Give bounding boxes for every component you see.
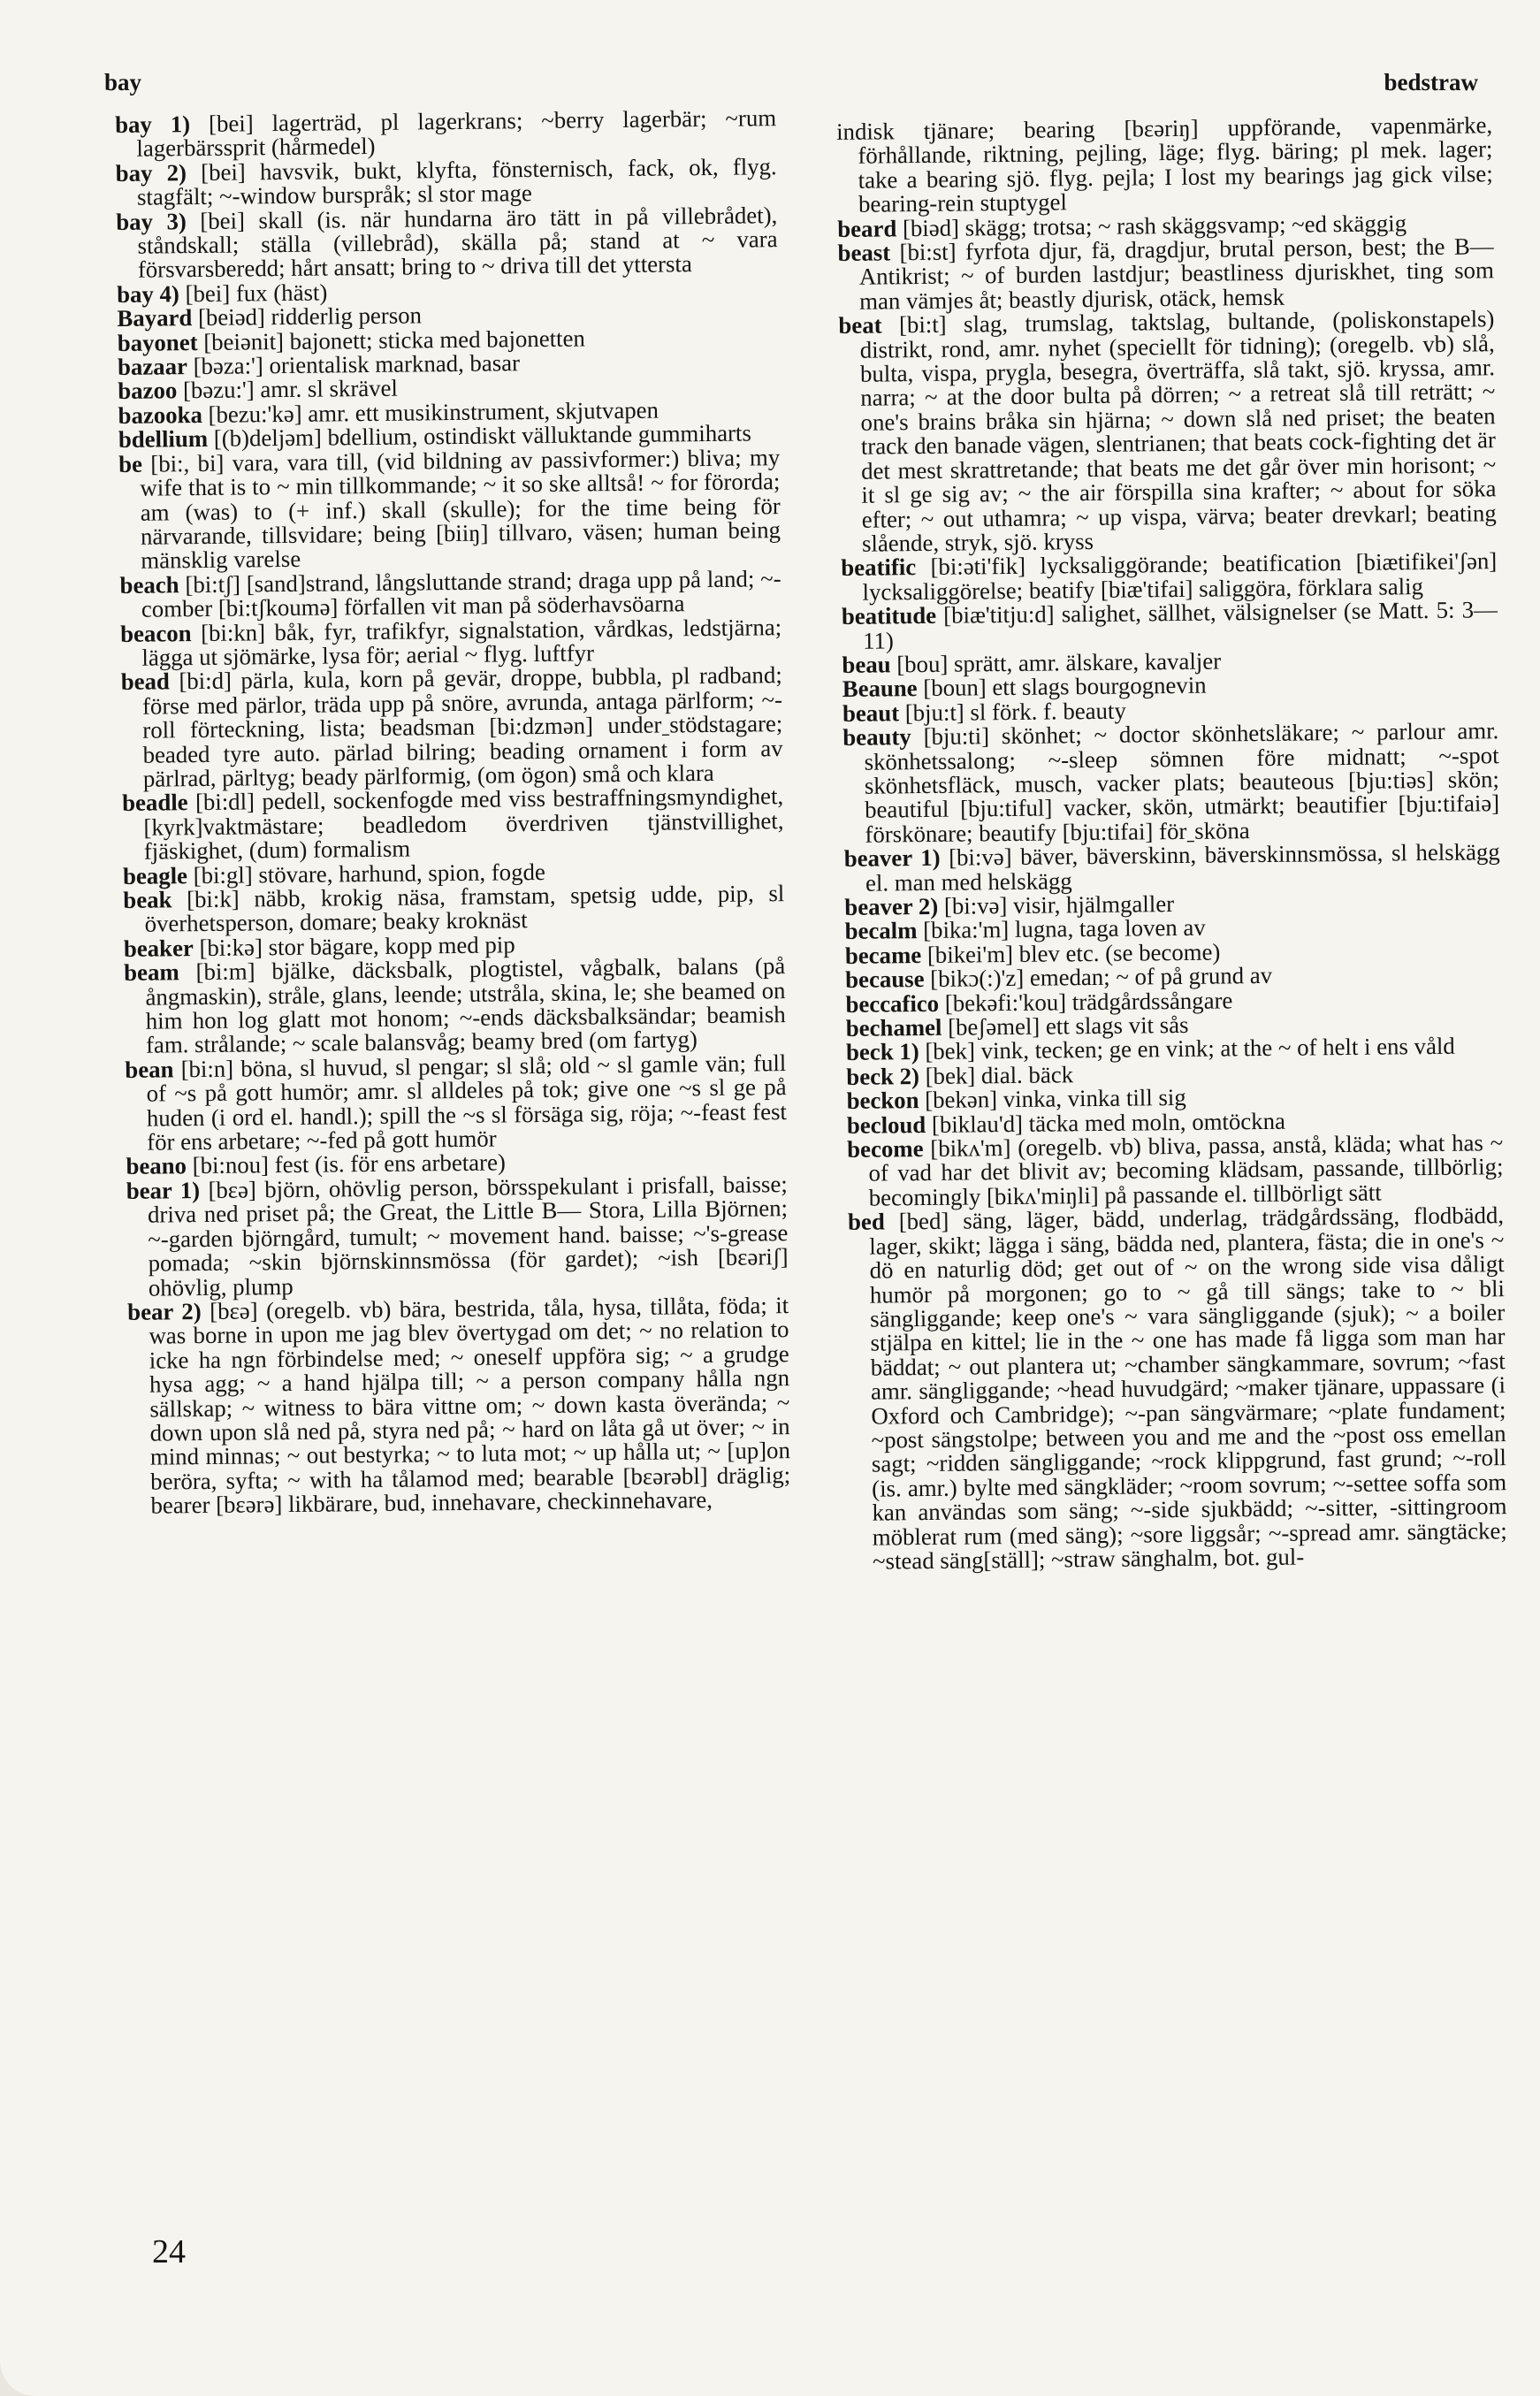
entry-headword: bed — [847, 1208, 885, 1236]
dictionary-entry — [116, 203, 778, 283]
entry-headword: becalm — [844, 917, 918, 945]
entry-headword: beatitude — [841, 601, 937, 630]
right-guide-word: bedstraw — [1384, 69, 1478, 95]
entry-headword: beaut — [842, 699, 900, 727]
entry-headword: beaver 2) — [844, 892, 939, 920]
dictionary-entry — [118, 443, 781, 575]
entry-definition: [bi:əti'fik] lycksaliggörande; beatification [biætifikei'ʃən] lycksaliggörelse; beatify [biæ'tifai] saliggöra, förklara salig — [862, 547, 1498, 606]
entry-headword: beacon — [120, 619, 192, 647]
entry-definition: [bei] fux (häst) — [185, 279, 328, 308]
entry-definition: [(b)deljəm] bdellium, ostindiskt välluktande gummiharts — [213, 419, 752, 453]
dictionary-entry — [123, 881, 785, 937]
entry-headword: bazoo — [118, 377, 178, 405]
dictionary-entry — [844, 840, 1501, 896]
left-guide-word: bay — [104, 69, 142, 95]
entry-definition: [bi:m] bjälke, däcksbalk, plogtistel, vågbalk, balans (på ångmaskin), stråle, glans, leende; utstråla, skina, le; she beamed on him hon log glatt mot honom; ~-ends däcksbalksändar; beamish fam. strålande; ~ scale balansvåg; beamy bred (om fartyg) — [145, 952, 786, 1059]
entry-definition: [bi:d] pärla, kula, korn på gevär, droppe, bubbla, pl radband; förse med pärlor, träda upp på snöre, avrunda, antaga pärlform; ~-roll förteckning, lista; beadsman [bi:dzmən] underˍstödstagare; beaded tyre auto. pärlad bilring; beading ornament i form av pärlrad, pärltyg; beady pärlformig, (om ögon) små och klara — [141, 661, 783, 792]
entry-headword: beaker — [123, 934, 194, 962]
entry-headword: beak — [123, 886, 172, 913]
entry-headword: Bayard — [117, 304, 193, 332]
entry-headword: beagle — [122, 861, 188, 889]
entry-definition: [bek] vink, tecken; ge en vink; at the ~ of helt i ens våld — [925, 1033, 1455, 1065]
entry-headword: beaver 1) — [843, 844, 941, 873]
entry-headword: bead — [120, 668, 171, 696]
left-column — [115, 106, 791, 1518]
entry-headword: bear 2) — [127, 1297, 202, 1325]
entry-headword: bay 4) — [116, 280, 180, 308]
dictionary-entry — [124, 954, 786, 1057]
entry-definition: [bi:st] fyrfota djur, fä, dragdjur, brutal person, best; the B— Antikrist; ~ of burden lastdjur; beastliness djuriskhet, ting som man vämjes åt; beastly djurisk, otäck, hemsk — [858, 233, 1494, 315]
entry-definition: [beʃəmel] ett slags vit sås — [947, 1011, 1189, 1041]
entry-headword: beam — [124, 958, 179, 987]
entry-headword: becloud — [846, 1110, 926, 1139]
entry-definition: [bikʌ'm] (oregelb. vb) bliva, passa, anstå, kläda; what has ~ of vad har det blivit av; becoming klädsam, passande, tillbörlig; becomingly [bikʌ'miŋli] på passande el. tillbörligt sätt — [868, 1129, 1504, 1211]
dictionary-entry — [836, 113, 1493, 217]
entry-definition: indisk tjänare; bearing [bɛəriŋ] uppförande, vapenmärke, förhållande, riktning, pejling, läge; flyg. bäring; pl mek. lager; take a bearing sjö. flyg. pejla; I lost my bearings jag gick vilse; bearing-rein stuptygel — [835, 111, 1493, 217]
entry-definition: [beiənit] bajonett; sticka med bajonetten — [203, 324, 585, 355]
entry-definition: [bekəfi:'kou] trädgårdssångare — [944, 986, 1233, 1017]
entry-definition: [bi:dl] pedell, sockenfogde med viss bestraffningsmyndighet, [kyrk]vaktmästare; beadledom överdriven tjänstvillighet, fjäskighet, (dum) formalism — [143, 782, 784, 865]
entry-headword: bay 2) — [115, 158, 187, 187]
dictionary-entry — [127, 1293, 791, 1518]
entry-definition: [bju:t] sl förk. f. beauty — [904, 697, 1126, 726]
entry-definition: [bi:tʃ] [sand]strand, långsluttande strand; draga upp på land; ~-comber [bi:tʃkoumə] förfallen vit man på söderhavsöarna — [141, 564, 781, 622]
entry-headword: bay 1) — [114, 111, 191, 138]
dictionary-entry — [837, 234, 1494, 314]
entry-headword: beck 1) — [845, 1038, 919, 1066]
entry-definition: [bed] säng, läger, bädd, underlag, trädgårdssäng, flodbädd, lager, skikt; lägga i säng, bädda ned, plantera, fästa; die in one's ~ dö en naturlig död; get out of ~ on the wrong side visa dåligt humör på morgonen; go to ~ gå till sängs; take to ~ bli sängliggande; keep one's ~ vara sängliggande (sjuk); ~ a boiler stjälpa en kittel; lie in the ~ one has made få ligga som man har bäddat; ~ out plantera ut; ~chamber sängkammare, sovrum; ~fast amr. sängliggande; ~head huvudgärd; ~maker tjänare, uppassare (i Oxford och Cambridge); ~-pan sängvärmare; ~plate fundament; ~post sängstolpe; between you and me and the ~post oss emellan sagt; ~ridden sängliggande; ~rock klippgrund, fast grund; ~-roll (is. amr.) bylte med sängkläder; ~room sovrum; ~-settee soffa som kan användas som säng; ~-side sjukbädd; ~-sitter, -sittingroom möblerat rum (med säng); ~sore liggsår; ~-spread amr. sängtäcke; ~stead säng[ställ]; ~straw sänghalm, bot. gul- — [869, 1202, 1507, 1575]
entry-definition: [bek] dial. bäck — [925, 1061, 1074, 1089]
entry-headword: Beaune — [842, 675, 918, 703]
entry-headword: bean — [125, 1056, 174, 1083]
entry-definition: [biəd] skägg; trotsa; ~ rash skäggsvamp; ~ed skäggig — [902, 209, 1407, 241]
entry-headword: bazaar — [117, 353, 188, 381]
entry-headword: beatific — [841, 553, 917, 582]
entry-definition: [bɛə] björn, ohövlig person, börsspekulant i prisfall, baisse; driva ned priset på; the Great, the Little B— Stora, Lilla Björnen; ~-garden björngård, tumult; ~ movement hand. baisse; ~'s-grease pomada; ~skin björnskinnsmössa (för gardet); ~ish [bɛəriʃ] ohövlig, plump — [147, 1170, 789, 1301]
entry-definition: [beiəd] ridderlig person — [197, 301, 423, 332]
entry-headword: bear 1) — [126, 1176, 201, 1204]
entry-definition: [bekən] vinka, vinka till sig — [925, 1084, 1186, 1114]
entry-definition: [bi:, bi] vara, vara till, (vid bildning av passivformer:) bliva; my wife that is to ~ min tillkommande; ~ it so ske alltså! ~ for förorda; am (was) to (+ inf.) skall (skulle); for the time being för närvarande, tillsvidare; being [biiŋ] tillvaro, väsen; human being mänsklig varelse — [140, 443, 781, 575]
entry-definition: [bi:n] böna, sl huvud, sl pengar; sl slå; old ~ sl gamle vän; full of ~s på gott humör; amr. sl alldeles på tok; give one ~s sl ge på huden (i ord el. handl.); spill the ~s sl försäga sig, röja; ~-feast fest för ens arbetare; ~-fed på gott humör — [146, 1049, 788, 1156]
dictionary-entry — [848, 1203, 1507, 1574]
entry-headword: beach — [119, 570, 179, 599]
entry-headword: beau — [842, 651, 891, 678]
dictionary-entry — [121, 663, 783, 791]
entry-definition: [bju:ti] skönhet; ~ doctor skönhetsläkare; ~ parlour amr. skönhetssalong; ~-sleep sömnen före midnatt; ~-spot skönhetsfläck, musch, vacker plats; beauteous [bju:tiəs] skön; beautiful [bju:tiful] vacker, skön, utmärkt; beautifier [bju:tifaiə] förskönare; beautify [bju:tifai] förˍsköna — [864, 717, 1500, 848]
entry-definition: [bəza:'] orientalisk marknad, basar — [193, 349, 521, 380]
dictionary-entry — [838, 307, 1497, 556]
entry-headword: beast — [837, 239, 891, 267]
entry-headword: be — [118, 450, 143, 477]
entry-headword: because — [845, 965, 925, 994]
entry-headword: become — [847, 1135, 924, 1163]
entry-definition: [bei] lagerträd, pl lagerkrans; ~berry lagerbär; ~rum lagerbärssprit (hårmedel) — [136, 104, 777, 163]
entry-definition: [bikɔ(:)'z] emedan; ~ of på grund av — [930, 962, 1273, 993]
entry-definition: [bi:t] slag, trumslag, taktslag, bultande, (poliskonstapels) distrikt, rond, amr. nyhet (speciellt för tidning); (oregelb. vb) slå, bulta, vispa, prygla, besegra, överträffa, slå takt, sjö. kryssa, amr. narra; ~ at the door bulta på dörren; ~ a retreat slå till reträtt; ~ one's brains bråka sin hjärna; ~ down slå ned priset; the beaten track den banade vägen, slentrianen; that beats cock-fighting det är det mest skrattretande; that beats me det går över min horisont; ~ it sl ge sig av; ~ the air förspilla sina krafter; ~ about for söka efter; ~ out uthamra; ~ up vispa, värva; beater drevkarl; beating slående, stryk, sjö. kryss — [859, 305, 1497, 557]
entry-definition: [bɛə] (oregelb. vb) bära, bestrida, tåla, hysa, tillåta, föda; it was borne in upon me jag blev övertygad om det; ~ no relation to icke ha ngn förbindelse med; ~ oneself uppföra sig; ~ a grudge hysa agg; ~ a hand hjälpa till; ~ a person company hålla ngn sällskap; ~ witness to bära vittne om; ~ down kasta överända; ~ down upon slå ned på, styra ned på; ~ hard on låta gå ut över; ~ in mind minnas; ~ out bestyrka; ~ to luta mot; ~ up hålla ut; ~ [up]on beröra, syfta; ~ with ha tålamod med; bearable [bɛərəbl] dräglig; bearer [bɛərə] likbärare, bud, innehavare, checkinnehavare, — [149, 1292, 791, 1519]
entry-definition: [bi:və] visir, hjälmgaller — [943, 890, 1175, 919]
entry-headword: became — [844, 941, 922, 969]
entry-definition: [bikei'm] blev etc. (se become) — [926, 938, 1221, 968]
entry-headword: beat — [838, 311, 882, 340]
entry-headword: bazooka — [118, 401, 203, 429]
dictionary-entry — [122, 782, 784, 865]
entry-headword: beck 2) — [846, 1062, 920, 1090]
entry-headword: beauty — [842, 723, 911, 752]
entry-definition: [bi:və] bäver, bäverskinn, bäverskinnsmössa, sl helskägg el. man med helskägg — [865, 838, 1500, 897]
entry-definition: [biæ'titju:d] salighet, sällhet, välsignelser (se Matt. 5: 3—11) — [863, 596, 1498, 654]
entry-headword: beccafico — [845, 989, 940, 1018]
entry-headword: beard — [837, 214, 897, 242]
entry-definition: [bei] skall (is. när hundarna äro tätt in på villebrådet), ståndskall; ställa (villebråd), skälla på; stand at ~ vara försvarsberedd; hårt ansatt; bring to ~ driva till det yttersta — [137, 201, 778, 284]
entry-definition: [bi:kn] båk, fyr, trafikfyr, signalstation, vårdkas, ledstjärna; lägga ut sjömärke, lysa för; aerial ~ flyg. luftfyr — [141, 613, 782, 671]
dictionary-entry — [847, 1131, 1504, 1210]
entry-definition: [boun] ett slags bourgognevin — [923, 671, 1207, 702]
entry-definition: [bəzu:'] amr. sl skrävel — [182, 375, 399, 404]
entry-headword: beadle — [122, 789, 188, 817]
dictionary-entry — [125, 1051, 787, 1155]
page-number: 24 — [152, 2233, 186, 2270]
entry-headword: bdellium — [118, 425, 209, 454]
entry-headword: beckon — [846, 1087, 919, 1115]
entry-definition: [bezu:'kə] amr. ett musikinstrument, skjutvapen — [208, 396, 659, 428]
right-column — [836, 113, 1507, 1574]
dictionary-entry — [126, 1172, 789, 1301]
entry-definition: [bou] sprätt, amr. älskare, kavaljer — [896, 647, 1222, 678]
entry-headword: bayonet — [117, 328, 198, 356]
entry-headword: bechamel — [845, 1013, 942, 1042]
entry-headword: beano — [126, 1152, 187, 1180]
entry-definition: [bei] havsvik, bukt, klyfta, fönsternisch, fack, ok, flyg. stagfält; ~-window burspråk; sl stor mage — [136, 152, 777, 210]
entry-headword: bay 3) — [116, 207, 187, 235]
entry-definition: [bi:kə] stor bägare, kopp med pip — [199, 931, 515, 961]
entry-definition: [bi:nou] fest (is. för ens arbetare) — [192, 1148, 506, 1179]
dictionary-entry — [842, 598, 1498, 653]
entry-definition: [bika:'m] lugna, taga loven av — [923, 914, 1206, 944]
entry-definition: [biklau'd] täcka med moln, omtöckna — [931, 1107, 1286, 1138]
entry-definition: [bi:k] näbb, krokig näsa, framstam, spetsig udde, pip, sl överhetsperson, domare; beaky kroknäst — [144, 880, 785, 938]
dictionary-entry — [842, 719, 1499, 847]
entry-definition: [bi:gl] stövare, harhund, spion, fogde — [193, 858, 545, 889]
